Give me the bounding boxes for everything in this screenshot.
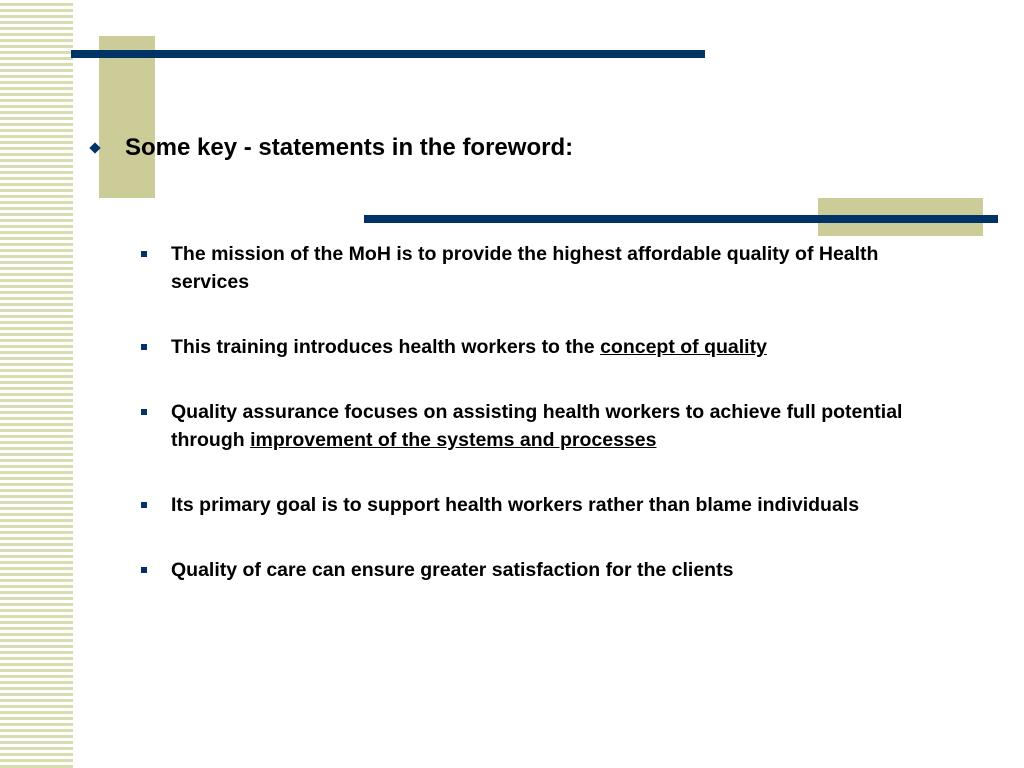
list-item [141, 556, 941, 584]
underlined-phrase: improvement of the systems and processes [250, 429, 657, 451]
underlined-phrase: concept of quality [600, 336, 767, 358]
square-icon [141, 344, 147, 350]
top-navy-rule [71, 50, 705, 58]
bullet-text: Quality assurance focuses on assisting health workers to achieve full potential through [171, 401, 903, 451]
striped-left-band [0, 0, 73, 768]
bullet-text: Quality of care can ensure greater satisfaction for the clients [171, 559, 734, 581]
olive-accent-block-top [99, 36, 155, 198]
list-item [141, 491, 941, 519]
list-item [141, 398, 941, 454]
list-item [141, 240, 941, 296]
bullet-text: The mission of the MoH is to provide the highest affordable quality of Health services [171, 243, 879, 293]
square-icon [141, 502, 147, 508]
list-item [141, 333, 941, 361]
bullet-text: Its primary goal is to support health workers rather than blame individuals [171, 494, 860, 516]
bullet-text: This training introduces health workers to the [171, 336, 601, 358]
square-icon [141, 409, 147, 415]
square-icon [141, 251, 147, 257]
middle-navy-rule [364, 215, 998, 223]
bullet-list [141, 240, 941, 584]
slide-heading: Some key - statements in the foreword: [125, 134, 574, 161]
square-icon [141, 567, 147, 573]
